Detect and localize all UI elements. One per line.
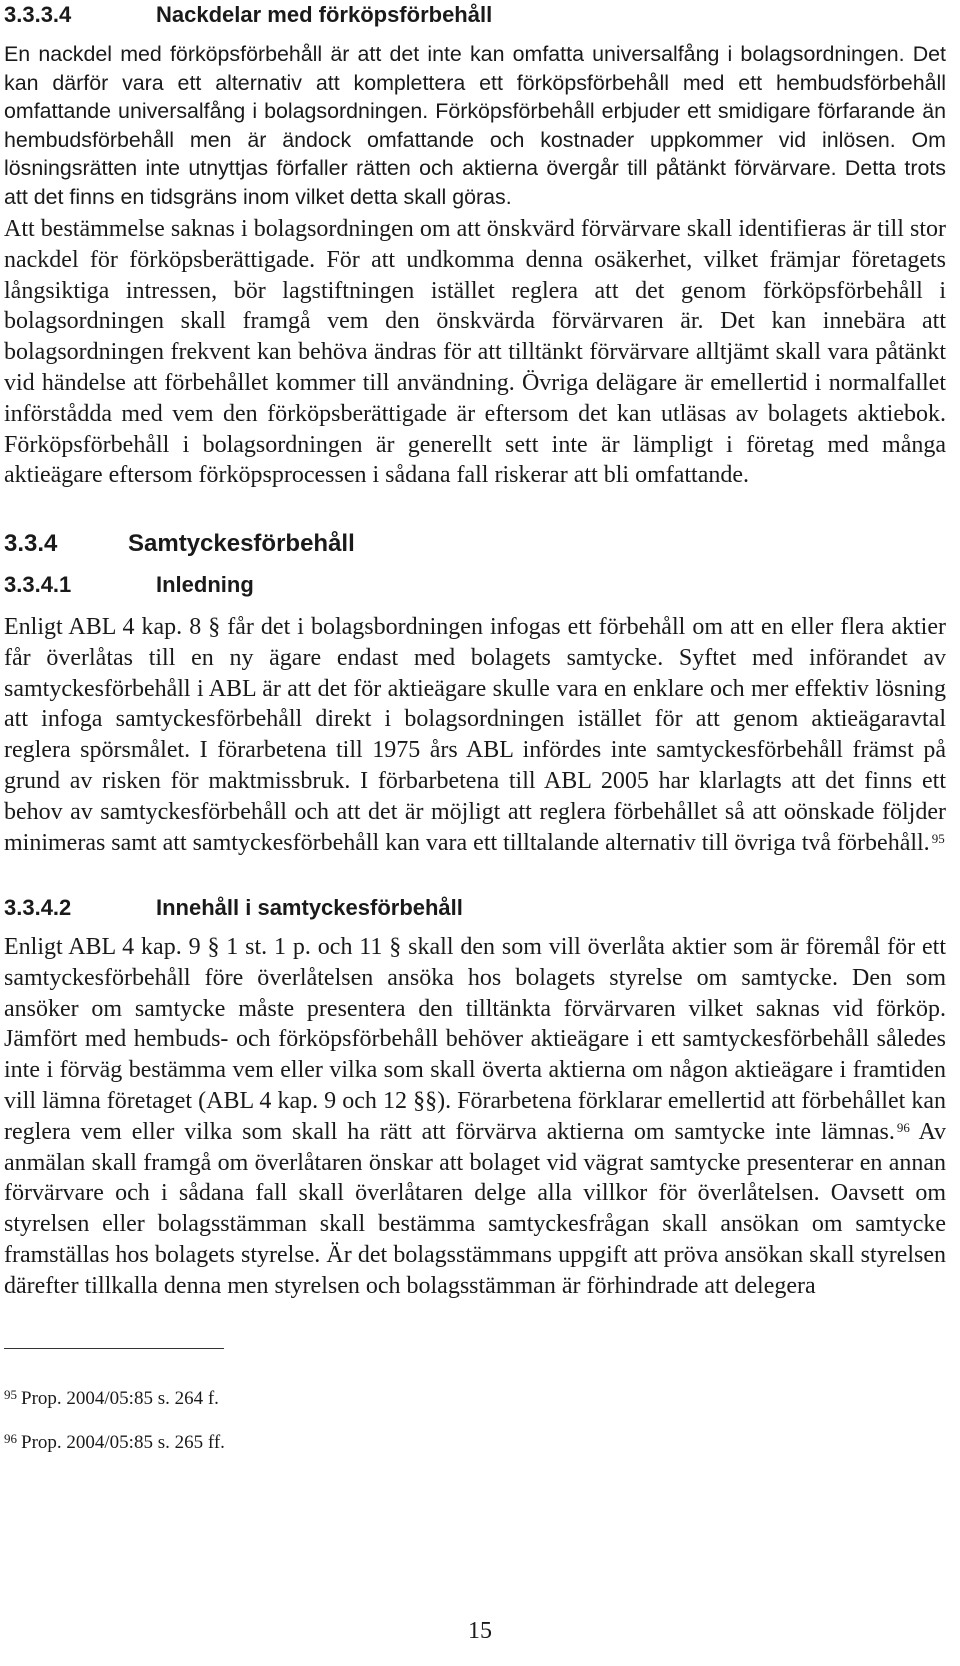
footnote-text: Prop. 2004/05:85 s. 265 ff. xyxy=(21,1432,225,1453)
paragraph: En nackdel med förköpsförbehåll är att det inte kan omfatta universalfång i bolagsordningen. Det kan därför vara ett alternativ att komplettera ett förköpsförbehåll med ett hembudsförbehåll omfattande universalfång i bolagsordningen. Förköpsförbehåll erbjuder ett smidigare förfarande än hembudsförbehåll men är ändock omfattande och kostnader uppkommer vid inlösen. Om lösningsrätten inte utnyttjas förfaller rätten och aktierna övergår till påtänkt förvärvare. Detta trots att det finns en tidsgräns inom vilket detta skall göras. xyxy=(4,42,946,209)
section-heading xyxy=(4,572,254,598)
page-number: 15 xyxy=(468,1618,492,1644)
paragraph-text: Av anmälan skall framgå om överlåtaren önskar att bolaget vid vägrat samtycke presenterar en annan förvärvare och i sådana fall skall överlåtaren delge alla villkor för överlåtelsen. Oavsett om styrelsen eller bolagsstämman skall bestämma samtyckesfrågan skall ansökan om samtycke framställas hos bolagets styrelse. Är det bolagsstämmans uppgift att pröva ansökan skall styrelsen därefter tillkalla denna men styrelsen och bolagsstämman är förhindrade att delegera xyxy=(4,1118,946,1299)
footnote-number: 96 xyxy=(4,1431,17,1446)
paragraph-text: Enligt ABL 4 kap. 9 § 1 st. 1 p. och 11 § skall den som vill överlåta aktier som är föremål för ett samtyckesförbehåll före överlåtelsen ansöka hos bolagets styrelse om samtycke. Den som ansöker om samtycke måste presentera den tilltänkta förvärvaren vilket saknas vid förköp. Jämfört med hembuds- och förköpsförbehåll behöver aktieägare i ett samtyckesförbehåll således inte i förväg bestämma vem eller vilka som skall överta aktierna om någon aktieägare i framtiden vill lämna företaget (ABL 4 kap. 9 och 12 §§). Förarbetena förklarar emellertid att förbehållet kan reglera vem eller vilka som skall ha rätt att förvärva aktierna om samtycke inte lämnas. xyxy=(4,934,946,1145)
section-number: 3.3.4.1 xyxy=(4,572,72,597)
section-number: 3.3.4 xyxy=(4,530,58,557)
footnote-text: Prop. 2004/05:85 s. 264 f. xyxy=(21,1388,219,1409)
paragraph xyxy=(4,612,946,858)
paragraph xyxy=(4,932,946,1302)
footnote xyxy=(4,1388,219,1410)
section-heading xyxy=(4,530,355,558)
footnote xyxy=(4,1432,225,1454)
section-number: 3.3.4.2 xyxy=(4,895,72,920)
section-heading xyxy=(4,2,492,28)
section-title: Samtyckesförbehåll xyxy=(128,530,355,557)
section-title: Nackdelar med förköpsförbehåll xyxy=(156,2,493,27)
section-number: 3.3.3.4 xyxy=(4,2,72,27)
paragraph: Att bestämmelse saknas i bolagsordningen om att önskvärd förvärvare skall identifieras är till stor nackdel för förköpsberättigade. För att undkomma denna osäkerhet, vilket främjar företagets långsiktiga intressen, bör lagstiftningen istället reglera att det genom förköpsförbehåll i bolagsordningen skall framgå vem den önskvärda förvärvaren är. Det kan innebära att bolagsordningen frekvent kan behöva ändras för att tilltänkt förvärvare alltjämt skall vara påtänkt vid händelse att förbehållet kommer till användning. Övriga delägare är emellertid i normalfallet införstådda med vem den förköpsberättigade är eftersom det kan utläsas av bolagets aktiebok. Förköpsförbehåll i bolagsordningen är generellt sett inte är lämpligt i företag med många aktieägare eftersom förköpsprocessen i sådana fall riskerar att bli omfattande. xyxy=(4,216,946,489)
section-title: Inledning xyxy=(156,572,254,597)
footnote-number: 95 xyxy=(4,1387,17,1402)
footnote-reference: 96 xyxy=(896,1119,910,1135)
footnote-divider xyxy=(4,1348,224,1349)
footnote-reference: 95 xyxy=(931,830,945,846)
paragraph-text: Enligt ABL 4 kap. 8 § får det i bolagsbordningen infogas ett förbehåll om att en eller flera aktier får överlåtas till en ny ägare endast med bolagets samtycke. Syftet med införandet av samtyckesförbehåll i ABL är att det för aktieägare skulle vara en enklare och mer effektiv lösning att infoga samtyckesförbehåll direkt i bolagsordningen istället för att genom aktieägaravtal reglera spörsmålet. I förarbetena till 1975 års ABL infördes inte samtyckesförbehåll främst på grund av risken för maktmissbruk. I förbarbetena till ABL 2005 har klarlagts att det finns ett behov av samtyckesförbehåll och att det är möjligt att reglera förbehållet så att oönskade följder minimeras samt att samtyckesförbehåll kan vara ett tilltalande alternativ till övriga två förbehåll. xyxy=(4,614,946,856)
section-heading xyxy=(4,895,463,921)
section-title: Innehåll i samtyckesförbehåll xyxy=(156,895,463,920)
